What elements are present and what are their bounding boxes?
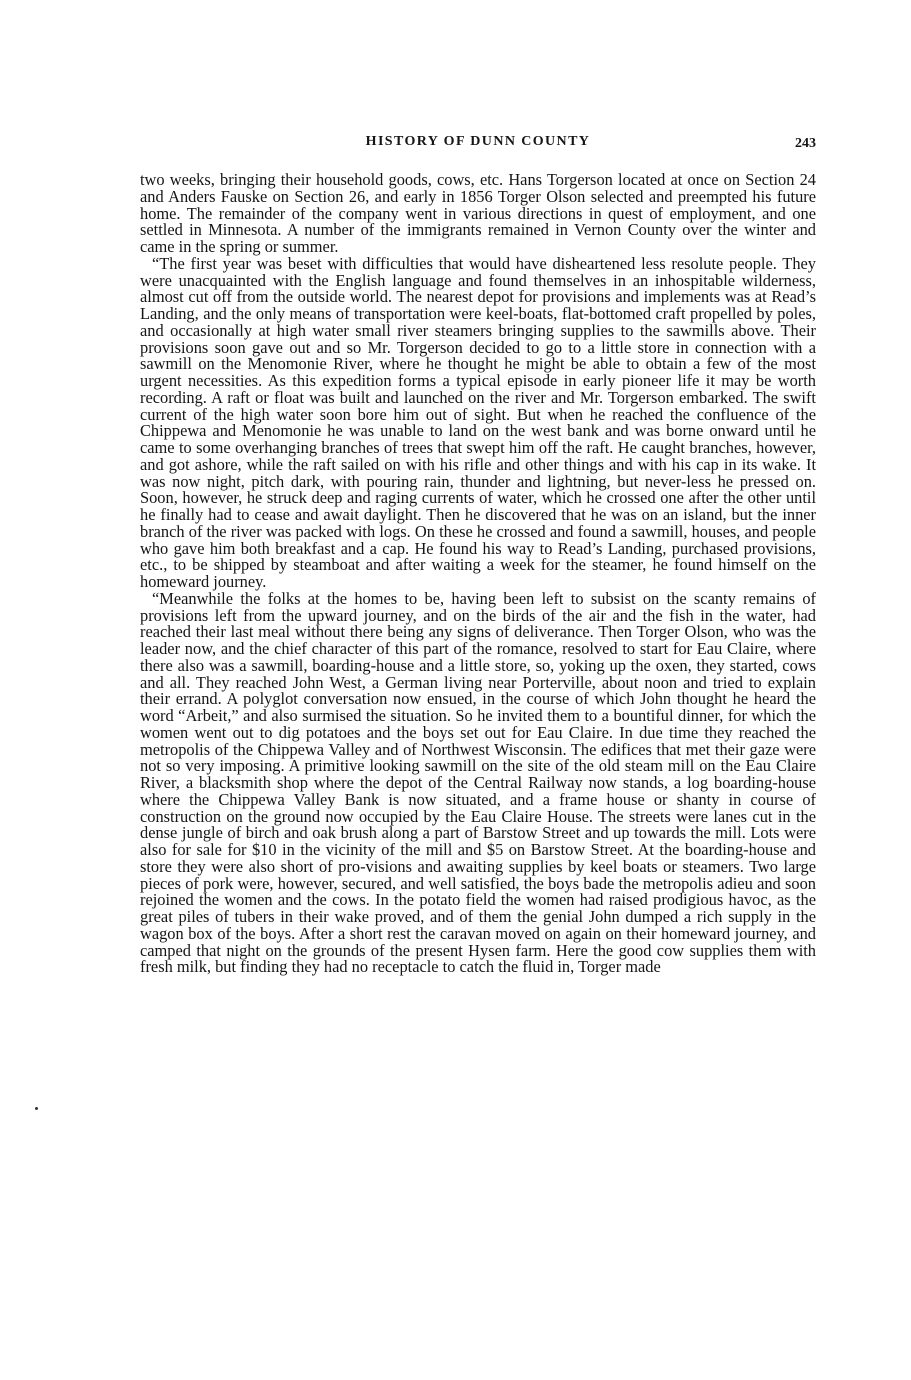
- running-head: [140, 134, 816, 156]
- page-number: 243: [795, 136, 816, 151]
- paragraph-meanwhile: “Meanwhile the folks at the homes to be, having been left to subsist on the scanty remains of provisions left from the upward journey, and on the birds of the air and the fish in the water, had reached their last meal without there being any signs of deliverance. Then Torger Olson, who was the leader now, and the chief character of this part of the romance, resolved to start for Eau Claire, where there also was a sawmill, boarding-house and a little store, so, yoking up the oxen, they started, cows and all. They reached John West, a German living near Porterville, about noon and tried to explain their errand. A polyglot conversation now ensued, in the course of which John thought he heard the word “Arbeit,” and also surmised the situation. So he invited them to a bountiful dinner, for which the women went out to dig potatoes and the boys set out for Eau Claire. In due time they reached the metropolis of the Chippewa Valley and of Northwest Wisconsin. The edifices that met their gaze were not so very imposing. A primitive looking sawmill on the site of the old steam mill on the Eau Claire River, a blacksmith shop where the depot of the Central Railway now stands, a log boarding-house where the Chippewa Valley Bank is now situated, and a frame house or shanty in course of construction on the ground now occupied by the Eau Claire House. The streets were lanes cut in the dense jungle of birch and oak brush along a part of Barstow Street and up towards the mill. Lots were also for sale for $10 in the vicinity of the mill and $5 on Barstow Street. At the boarding-house and store they were also short of pro-visions and awaiting supplies by keel boats or steamers. Two large pieces of pork were, however, secured, and well satisfied, the boys bade the metropolis adieu and soon rejoined the women and the cows. In the potato field the women had raised prodigious havoc, as the great piles of tubers in their wake proved, and of them the genial John dumped a rich supply in the wagon box of the boys. After a short rest the caravan moved on again on their homeward journey, and camped that night on the grounds of the present Hysen farm. Here the good cow supplies them with fresh milk, but finding they had no receptacle to catch the fluid in, Torger made: [140, 588, 816, 977]
- paragraph-continuation: two weeks, bringing their household goods, cows, etc. Hans Torgerson located at once on Section 24 and Anders Fauske on Section 26, and early in 1856 Torger Olson selected and preempted his future home. The remainder of the company went in various directions in quest of employment, and one settled in Minnesota. A number of the immigrants remained in Vernon County over the winter and came in the spring or summer.: [140, 170, 816, 256]
- body-text: [140, 172, 816, 976]
- stray-ink-dot: [35, 1107, 38, 1110]
- running-title: HISTORY OF DUNN COUNTY: [365, 134, 591, 149]
- paragraph-first-year: “The first year was beset with difficulties that would have disheartened less resolute people. They were unacquainted with the English language and found themselves in an inhospitable wilderness, almost cut off from the outside world. The nearest depot for provisions and implements was at Read’s Landing, and the only means of transportation were keel-boats, flat-bottomed craft propelled by poles, and occasionally at high water small river steamers bringing supplies to the sawmills above. Their provisions soon gave out and so Mr. Torgerson decided to go to a little store in connection with a sawmill on the Menomonie River, where he thought he might be able to obtain a few of the most urgent necessities. As this expedition forms a typical episode in early pioneer life it may be worth recording. A raft or float was built and launched on the river and Mr. Torgerson embarked. The swift current of the high water soon bore him out of sight. But when he reached the confluence of the Chippewa and Menomonie he was unable to land on the west bank and was borne onward until he came to some overhanging branches of trees that swept him off the raft. He caught branches, however, and got ashore, while the raft sailed on with his rifle and other things and with his cap in its wake. It was now night, pitch dark, with pouring rain, thunder and lightning, but never-less he pressed on. Soon, however, he struck deep and raging currents of water, which he crossed one after the other until he finally had to cease and await daylight. Then he discovered that he was on an island, but the inner branch of the river was packed with logs. On these he crossed and found a sawmill, houses, and people who gave him both breakfast and a cap. He found his way to Read’s Landing, purchased provisions, etc., to be shipped by steamboat and after waiting a week for the steamer, he found himself on the homeward journey.: [140, 253, 816, 591]
